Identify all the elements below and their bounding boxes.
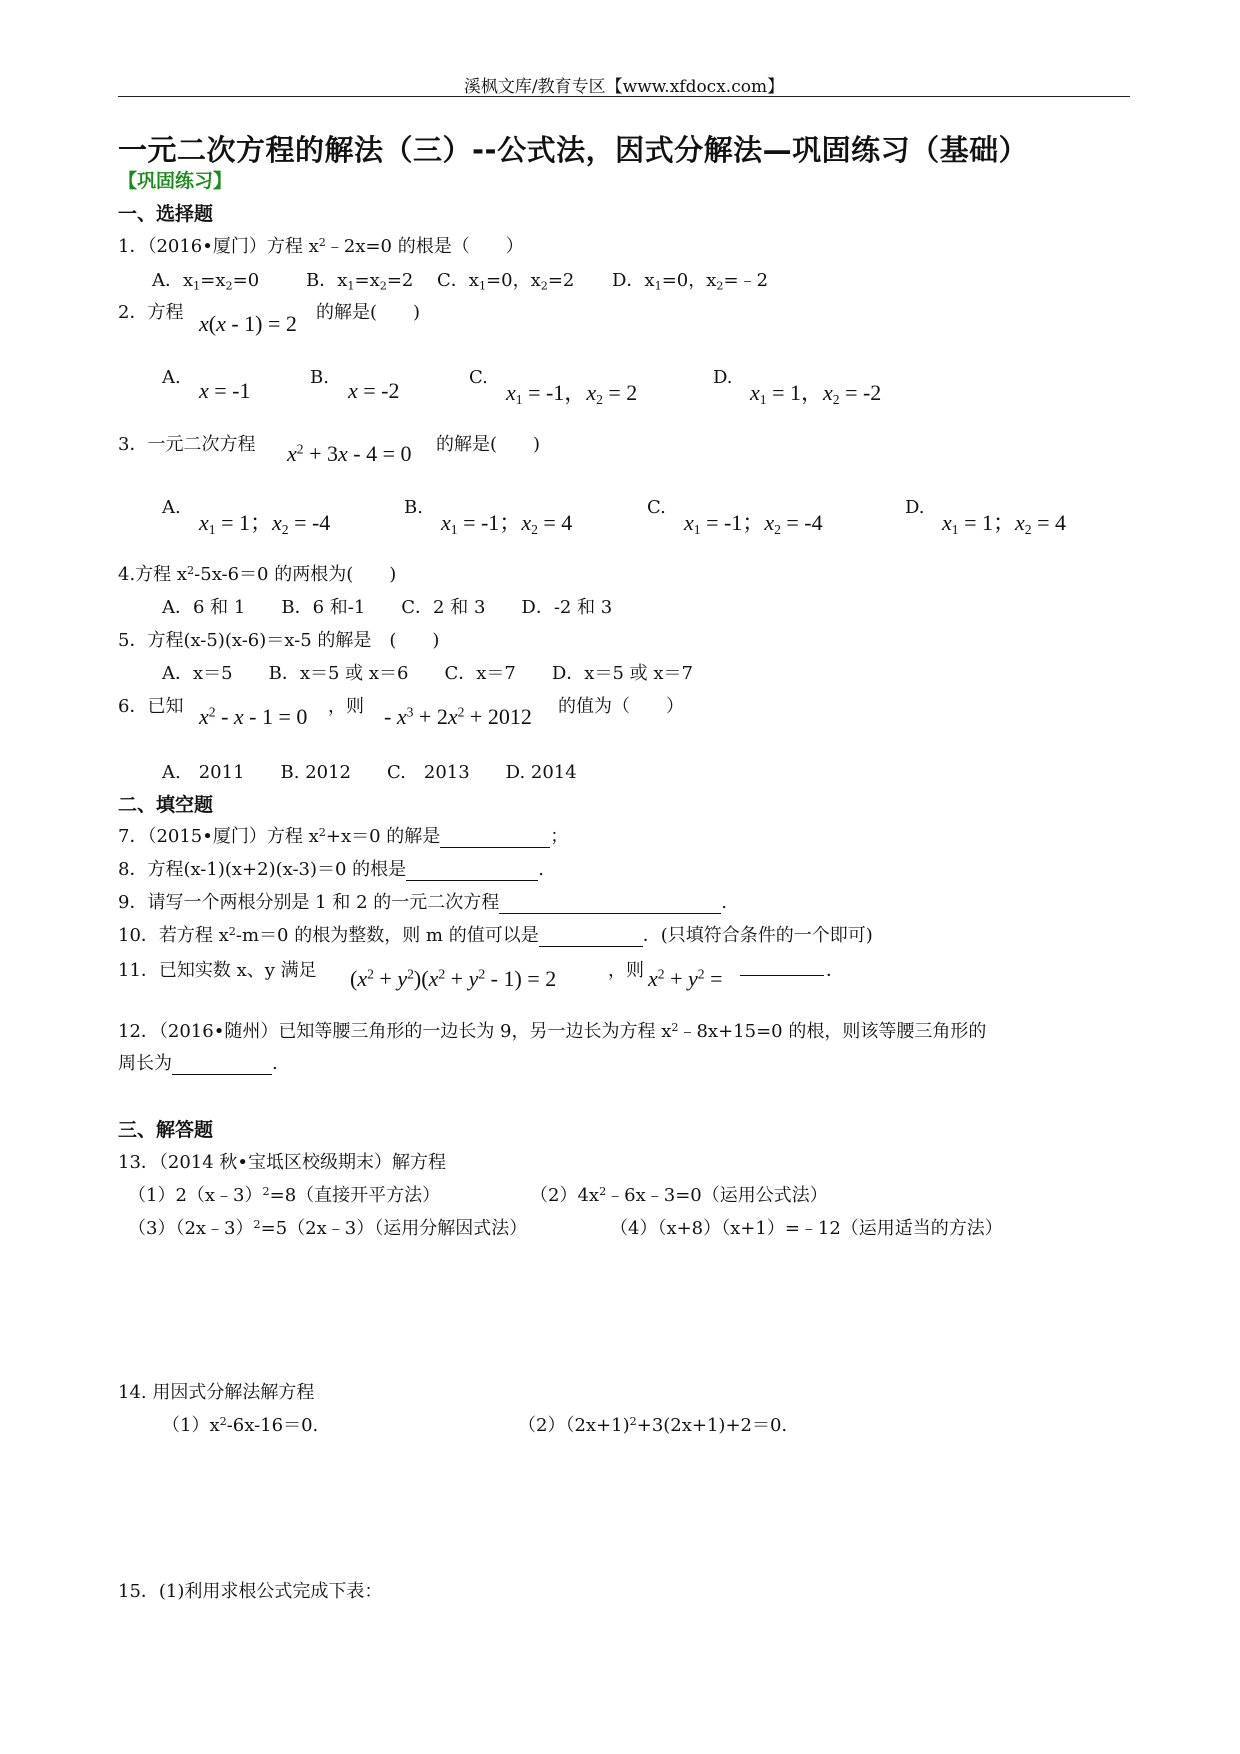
section-tag: 【巩固练习】 <box>118 170 233 192</box>
q2-option-b-label: B. <box>310 367 329 388</box>
question-8: 8．方程(x-1)(x+2)(x-3)＝0 的根是 . <box>118 859 544 880</box>
question-11-mid: ，则 <box>608 960 644 981</box>
q2-option-d-label: D. <box>713 367 733 388</box>
question-6-mid: ，则 <box>328 696 364 717</box>
question-12-line1: 12．（2016•随州）已知等腰三角形的一边长为 9，另一边长为方程 $x^2﹣8x+15=0$ 的根，则该等腰三角形的 <box>118 1020 987 1042</box>
question-6-suffix: 的值为（ ） <box>558 696 684 717</box>
question-12-line2: 周长为 . <box>118 1053 278 1074</box>
section-heading-solve: 三、解答题 <box>118 1119 214 1141</box>
q11-expression: $x^2 + y^2$ = <box>648 966 723 991</box>
q8-answer-blank[interactable] <box>406 862 538 881</box>
question-11-label: 11．已知实数 x、y 满足 <box>118 960 317 981</box>
q3-option-a-label: A. <box>162 497 181 518</box>
q14-part-2: （2）（2x+1)$^2$+3(2x+1)+2＝0. <box>518 1414 788 1436</box>
q13-part-1: （1）2（x﹣3）$^2$=8（直接开平方法） <box>128 1184 441 1206</box>
section-heading-choice: 一、选择题 <box>118 203 214 225</box>
q2-option-a: x = -1 <box>199 378 251 403</box>
question-14: 14. 用因式分解法解方程 <box>118 1382 315 1403</box>
q3-option-a: $x_1 = 1$；$x_2 = -4$ <box>199 510 331 538</box>
page-header: 溪枫文库/教育专区【www.xfdocx.com】 <box>463 77 785 97</box>
q11-condition: $(x^2 + y^2)(x^2 + y^2 - 1) = 2$ <box>350 966 557 991</box>
q3-option-c-label: C. <box>647 497 666 518</box>
question-2-label: 2．方程 <box>118 302 184 323</box>
q2-equation: x(x - 1) = 2 <box>199 311 297 336</box>
q2-option-c: $x_1 = -1$，$x_2 = 2$ <box>506 380 638 408</box>
header-rule <box>118 96 1130 97</box>
question-10: 10．若方程 $x^2-m=0$ 的根为整数，则 m 的值可以是 ．(只填符合条件的一个即可) <box>118 924 873 946</box>
q9-answer-blank[interactable] <box>499 895 721 914</box>
question-5: 5．方程(x-5)(x-6)＝x-5 的解是 ( ) <box>118 630 440 651</box>
question-13: 13．（2014 秋•宝坻区校级期末）解方程 <box>118 1152 447 1173</box>
q12-answer-blank[interactable] <box>172 1056 272 1075</box>
q4-options: A．6 和 1 B．6 和-1 C．2 和 3 D．-2 和 3 <box>162 597 613 618</box>
q3-equation: $x^2 + 3x - 4 = 0$ <box>287 441 412 466</box>
q11-answer-blank[interactable] <box>740 957 824 976</box>
question-9: 9．请写一个两根分别是 1 和 2 的一元二次方程 . <box>118 892 727 913</box>
q3-option-b-label: B. <box>404 497 423 518</box>
q2-option-b: x = -2 <box>348 378 400 403</box>
q3-option-c: $x_1 = -1$；$x_2 = -4$ <box>684 510 823 538</box>
question-6-label: 6．已知 <box>118 696 184 717</box>
q6-condition: $x^2 - x - 1 = 0$ <box>199 704 308 729</box>
document-title: 一元二次方程的解法（三）--公式法，因式分解法—巩固练习（基础） <box>118 133 1029 167</box>
q6-options: A. 2011 B. 2012 C. 2013 D. 2014 <box>162 762 577 783</box>
question-2-suffix: 的解是( ) <box>316 302 421 323</box>
q5-options: A．x＝5 B．x＝5 或 x＝6 C．x＝7 D．x＝5 或 x＝7 <box>162 663 693 684</box>
question-11-suffix: ． <box>826 960 844 981</box>
q2-option-a-label: A. <box>162 367 181 388</box>
q1-option-a: A．$x_1=x_2=0$ <box>152 270 260 293</box>
section-heading-fill: 二、填空题 <box>118 794 214 816</box>
q13-part-2: $(2)4x^2﹣6x﹣3=0$（运用公式法） <box>530 1184 828 1206</box>
q1-option-b: B．$x_1=x_2=2$ <box>306 270 414 293</box>
q13-part-4: （4）（x+8）（x+1）=﹣12（运用适当的方法） <box>610 1218 1003 1239</box>
question-3-label: 3．一元二次方程 <box>118 434 256 455</box>
q10-answer-blank[interactable] <box>539 928 643 947</box>
q1-option-d: D．$x_1=0$，$x_2=﹣2$ <box>612 270 769 293</box>
q13-part-3: （3）（2x﹣3）$^2$=5（2x﹣3）（运用分解因式法） <box>128 1217 528 1239</box>
q1-option-c: C．$x_1=0$，$x_2=2$ <box>437 270 575 293</box>
question-7: 7．（2015•厦门）方程 $x^2+x=0$ 的解是 ； <box>118 825 569 847</box>
q14-part-1: $(1)x^2-6x-16=0$. <box>162 1414 319 1436</box>
q7-answer-blank[interactable] <box>440 829 550 848</box>
question-3-suffix: 的解是( ) <box>436 434 541 455</box>
q6-expression: - $x^3 + 2x^2 + 2012$ <box>384 704 532 729</box>
q3-option-d-label: D. <box>905 497 925 518</box>
q2-option-d: $x_1 = 1$，$x_2 = -2$ <box>750 380 882 408</box>
question-15: 15．(1)利用求根公式完成下表： <box>118 1581 383 1602</box>
q2-option-c-label: C. <box>469 367 488 388</box>
question-4: 4.方程 $x^2-5x-6=0$ 的两根为( ) <box>118 563 397 585</box>
question-1: 1．（2016•厦门）方程 $x^2﹣2x=0$ 的根是（ ） <box>118 235 524 257</box>
q3-option-d: $x_1 = 1$；$x_2 = 4$ <box>942 510 1066 538</box>
q3-option-b: $x_1 = -1$；$x_2 = 4$ <box>441 510 573 538</box>
